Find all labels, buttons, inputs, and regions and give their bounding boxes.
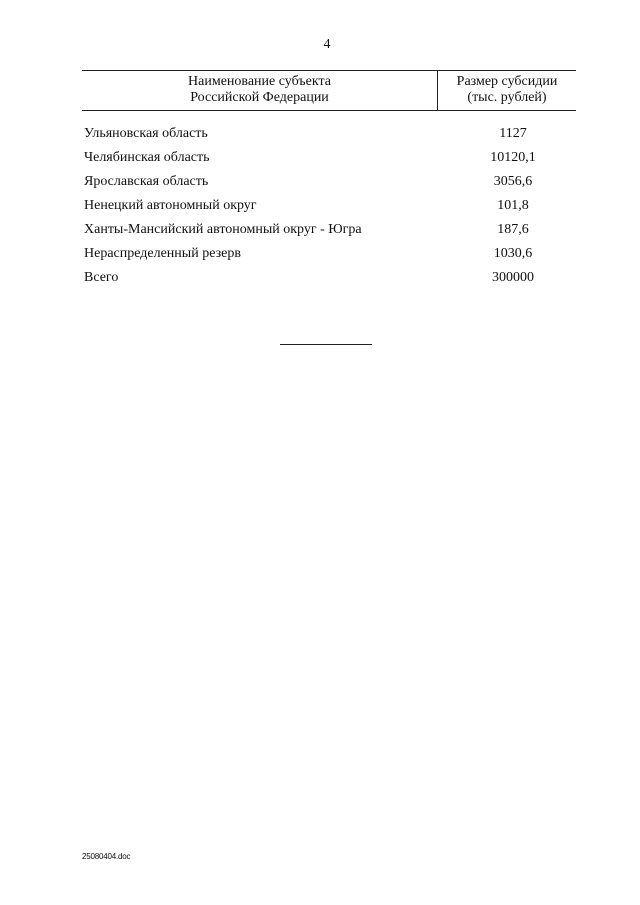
total-label: Всего <box>84 270 119 285</box>
table-row <box>84 194 578 218</box>
header-subsidy-amount <box>438 74 576 106</box>
subsidy-value: 10120,1 <box>490 150 536 165</box>
total-value: 300000 <box>492 270 534 285</box>
table-header <box>82 70 576 111</box>
table-row <box>84 122 578 146</box>
region-name: Ярославская область <box>84 174 209 189</box>
table-row <box>84 146 578 170</box>
table-row-total <box>84 266 578 290</box>
region-name: Ханты-Мансийский автономный округ - Югра <box>84 222 362 237</box>
region-name: Челябинская область <box>84 150 210 165</box>
table-body <box>84 122 578 290</box>
region-name: Ульяновская область <box>84 126 208 141</box>
header-region-name-line1: Наименование субъекта <box>188 74 331 89</box>
table-row <box>84 218 578 242</box>
header-subsidy-amount-line2: (тыс. рублей) <box>467 90 547 105</box>
subsidy-value: 1127 <box>499 126 527 141</box>
table-row <box>84 242 578 266</box>
subsidy-value: 1030,6 <box>493 246 533 261</box>
subsidy-value: 101,8 <box>497 198 529 213</box>
subsidy-value: 187,6 <box>497 222 529 237</box>
page-number: 4 <box>323 37 331 52</box>
region-name: Нераспределенный резерв <box>84 246 241 261</box>
header-region-name-line2: Российской Федерации <box>190 90 329 105</box>
region-name: Ненецкий автономный округ <box>84 198 257 213</box>
file-reference: 25080404.doc <box>82 852 131 861</box>
end-of-table-rule <box>280 344 372 345</box>
header-region-name <box>82 74 437 106</box>
table-row <box>84 170 578 194</box>
subsidy-value: 3056,6 <box>493 174 533 189</box>
header-subsidy-amount-line1: Размер субсидии <box>456 74 558 89</box>
